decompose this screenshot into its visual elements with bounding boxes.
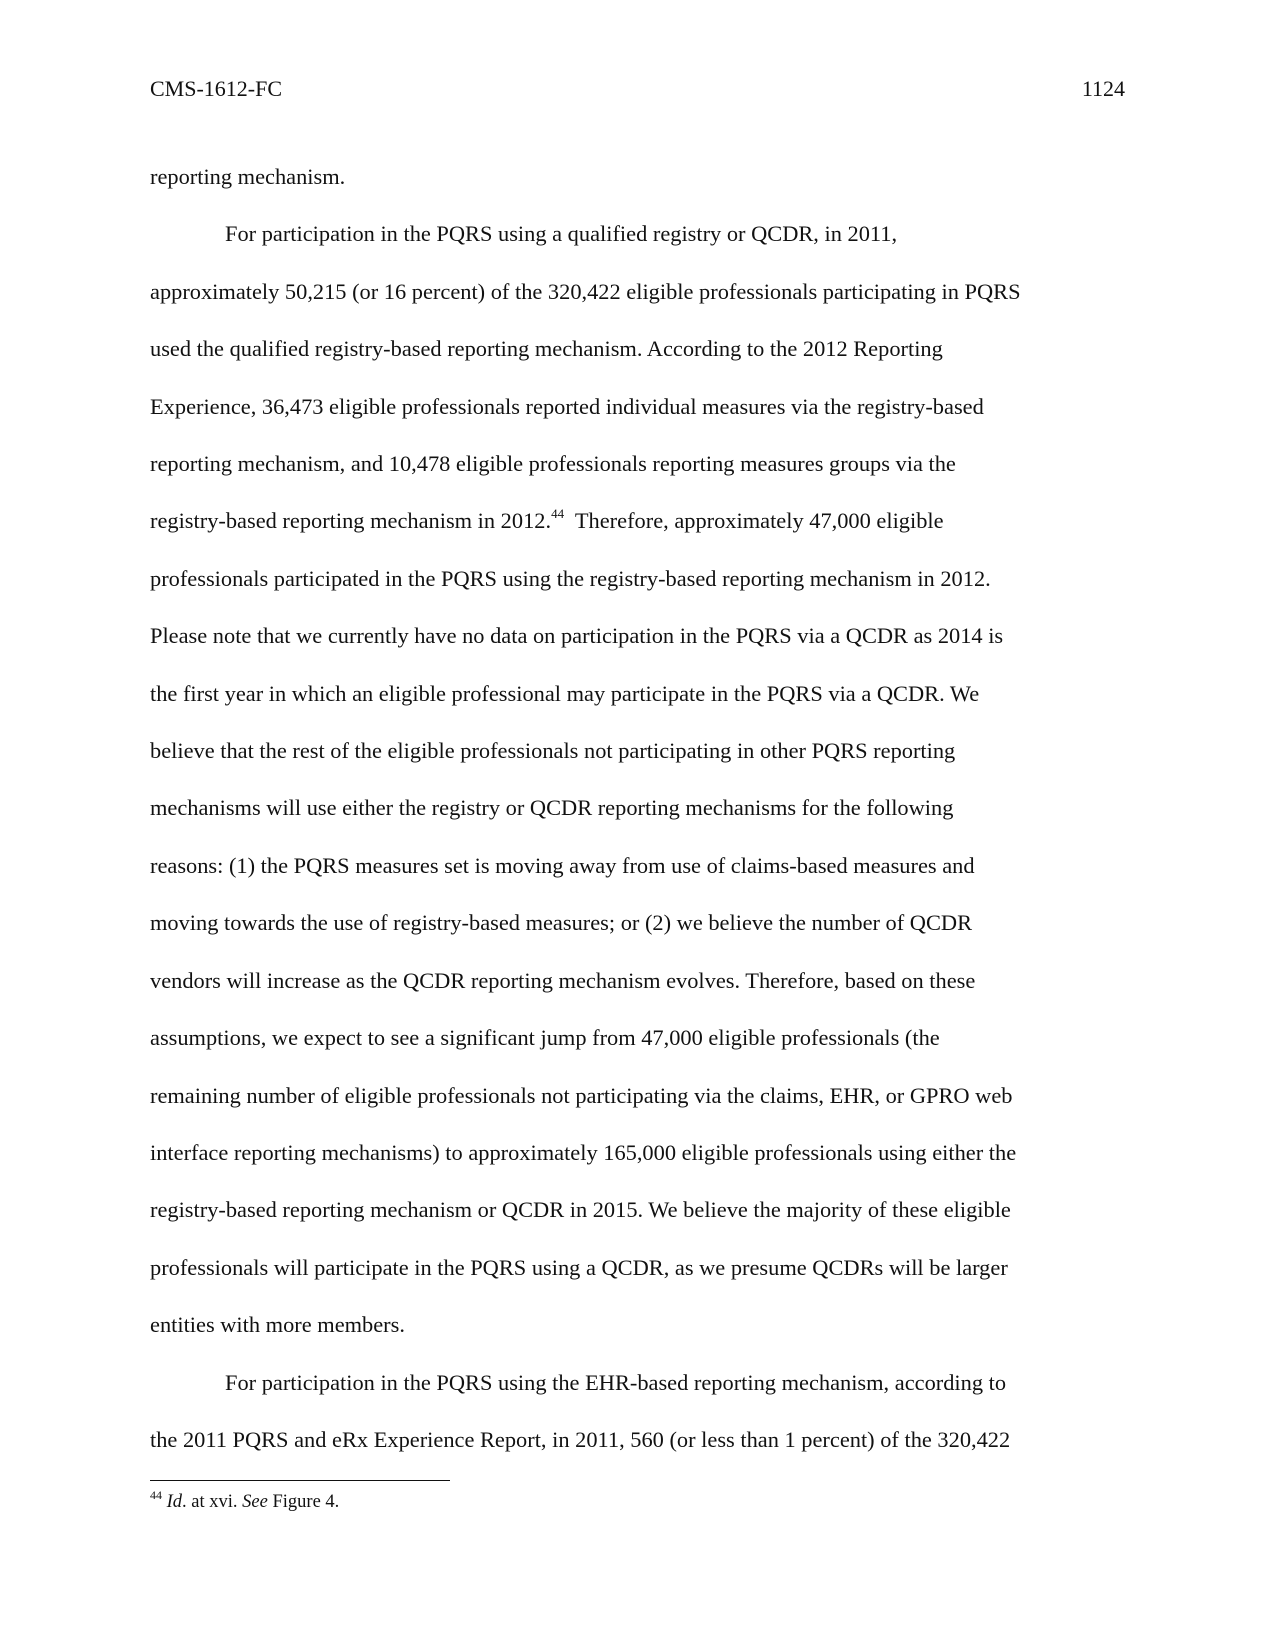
- text-line: Please note that we currently have no data on participation in the PQRS via a QCDR as 2014 is: [150, 623, 1004, 649]
- text-line: believe that the rest of the eligible professionals not participating in other PQRS reporting: [150, 738, 956, 764]
- document-id: CMS-1612-FC: [150, 76, 283, 101]
- footnote-separator: [150, 1480, 450, 1481]
- text-segment: Therefore, approximately 47,000 eligible: [574, 508, 944, 534]
- page-number: 1124: [1081, 76, 1125, 101]
- footnote-reference[interactable]: 44: [551, 506, 565, 522]
- text-line: professionals participated in the PQRS using the registry-based reporting mechanism in 2012.: [150, 565, 991, 591]
- text-line: reporting mechanism, and 10,478 eligible professionals reporting measures groups via the: [150, 451, 956, 477]
- footnote-text: . at xvi.: [182, 1492, 243, 1512]
- text-line: mechanisms will use either the registry or QCDR reporting mechanisms for the following: [150, 795, 954, 821]
- text-line: moving towards the use of registry-based measures; or (2) we believe the number of QCDR: [150, 910, 973, 936]
- text-segment: registry-based reporting mechanism in 2012.: [150, 508, 552, 534]
- text-line: approximately 50,215 (or 16 percent) of the 320,422 eligible professionals participating in PQRS: [150, 278, 1021, 304]
- footnote-text: Figure 4.: [267, 1492, 340, 1512]
- footnote-id-citation: Id: [166, 1492, 183, 1512]
- text-line: assumptions, we expect to see a significant jump from 47,000 eligible professionals (the: [150, 1025, 940, 1051]
- text-line: entities with more members.: [150, 1312, 405, 1338]
- footnote-number: 44: [150, 1488, 162, 1502]
- text-line: interface reporting mechanisms) to approximately 165,000 eligible professionals using either the: [150, 1139, 1017, 1165]
- text-line: professionals will participate in the PQRS using a QCDR, as we presume QCDRs will be larger: [150, 1254, 1008, 1280]
- text-line: remaining number of eligible professionals not participating via the claims, EHR, or GPRO web: [150, 1082, 1013, 1108]
- text-line: Experience, 36,473 eligible professionals reported individual measures via the registry-based: [150, 393, 984, 419]
- text-line-with-footnote: [150, 492, 1130, 549]
- text-line: registry-based reporting mechanism or QCDR in 2015. We believe the majority of these eligible: [150, 1197, 1011, 1223]
- text-line: the first year in which an eligible professional may participate in the PQRS via a QCDR. We: [150, 680, 980, 706]
- footnote-see-signal: See: [242, 1492, 268, 1512]
- text-line: reporting mechanism.: [150, 164, 346, 189]
- paragraph-start-line: For participation in the PQRS using a qualified registry or QCDR, in 2011,: [225, 221, 898, 247]
- body-text: [150, 148, 1130, 1468]
- text-line: the 2011 PQRS and eRx Experience Report, in 2011, 560 (or less than 1 percent) of the 320,422: [150, 1426, 1011, 1452]
- paragraph-start-line: For participation in the PQRS using the EHR-based reporting mechanism, according to: [225, 1369, 1007, 1395]
- footnote: [150, 1489, 339, 1515]
- text-line: vendors will increase as the QCDR reporting mechanism evolves. Therefore, based on these: [150, 967, 976, 993]
- text-line: used the qualified registry-based reporting mechanism. According to the 2012 Reporting: [150, 336, 943, 362]
- text-line: reasons: (1) the PQRS measures set is moving away from use of claims-based measures and: [150, 852, 975, 878]
